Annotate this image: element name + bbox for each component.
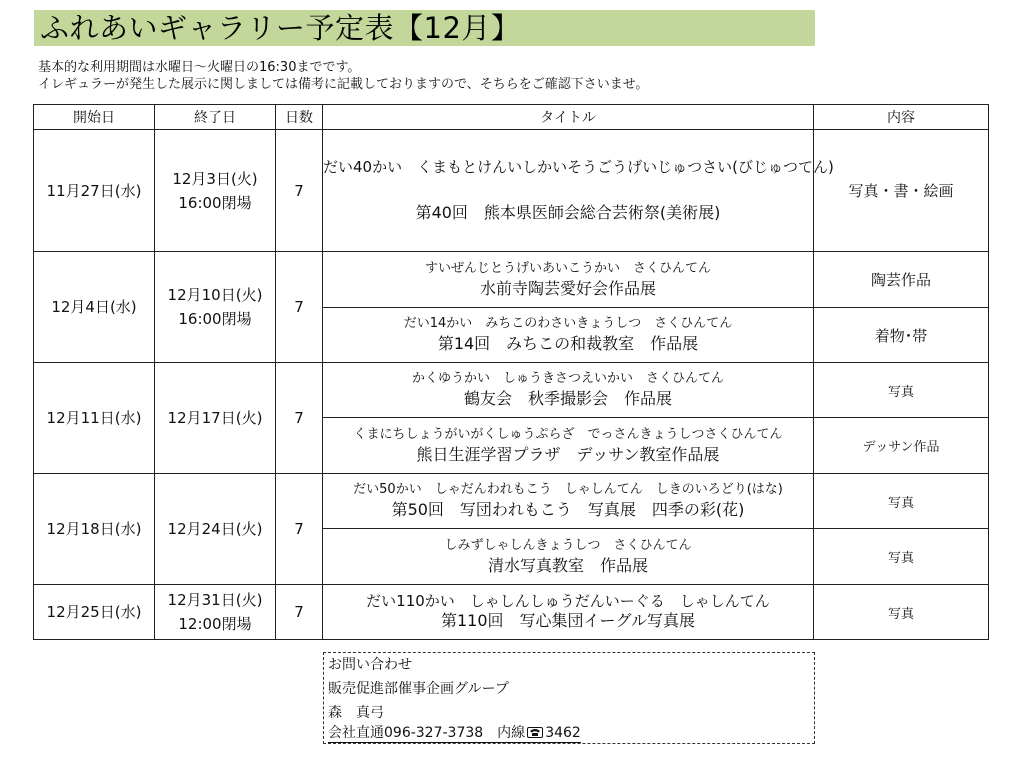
- end-date-cell: [155, 130, 276, 252]
- contact-extension: 3462: [545, 725, 581, 741]
- title-cell: [323, 308, 814, 363]
- title-cell: [323, 474, 814, 529]
- note-usage-period: 基本的な利用期間は水曜日～火曜日の16:30までです。: [38, 60, 361, 75]
- title-cell: [323, 529, 814, 585]
- contact-phone: 会社直通096-327-3738 内線: [328, 725, 526, 741]
- col-header-title: タイトル: [323, 105, 814, 130]
- schedule-table: [33, 104, 989, 640]
- table-row: [34, 585, 989, 640]
- content: 写真: [814, 529, 989, 585]
- start-date: 12月11日(水): [34, 363, 155, 474]
- end-note: 16:00閉場: [178, 310, 252, 328]
- start-date: 12月18日(水): [34, 474, 155, 585]
- col-header-content: 内容: [814, 105, 989, 130]
- title-kanji: 第50回 写団われもこう 写真展 四季の彩(花): [391, 500, 745, 519]
- end-date: 12月10日(火): [167, 286, 263, 304]
- table-header-row: [34, 105, 989, 130]
- end-date-cell: [155, 252, 276, 363]
- title-kanji: 鶴友会 秋季撮影会 作品展: [463, 389, 672, 408]
- title-kana: だい14かい みちこのわさいきょうしつ さくひんてん: [403, 316, 733, 331]
- contact-name: 森 真弓: [328, 705, 384, 721]
- days: 7: [276, 363, 323, 474]
- title-cell: [323, 418, 814, 474]
- title-bar: [34, 10, 815, 46]
- days: 7: [276, 252, 323, 363]
- contact-box: [323, 652, 815, 744]
- content: 陶芸作品: [814, 252, 989, 308]
- title-kana: だい110かい しゃしんしゅうだんいーぐる しゃしんてん: [366, 592, 770, 610]
- title-cell: [323, 363, 814, 418]
- table-row: [34, 363, 989, 418]
- content: 写真・書・絵画: [814, 130, 989, 252]
- end-note: 16:00閉場: [178, 193, 252, 212]
- end-date: 12月3日(火): [172, 169, 258, 188]
- table-row: [34, 130, 989, 252]
- end-date: 12月17日(火): [155, 363, 276, 474]
- start-date: 12月4日(水): [34, 252, 155, 363]
- col-header-start: 開始日: [34, 105, 155, 130]
- table-row: [34, 474, 989, 529]
- phone-icon: [527, 727, 543, 738]
- content: デッサン作品: [814, 418, 989, 474]
- col-header-end: 終了日: [155, 105, 276, 130]
- content: 写真: [814, 585, 989, 640]
- contact-phone-row: [328, 724, 581, 743]
- title-kanji: 第14回 みちこの和裁教室 作品展: [437, 334, 699, 353]
- start-date: 11月27日(水): [34, 130, 155, 252]
- title-cell: [323, 252, 814, 308]
- days: 7: [276, 130, 323, 252]
- title-kana: だい50かい しゃだんわれもこう しゃしんてん しきのいろどり(はな): [353, 482, 783, 497]
- title-kana: だい40かい くまもとけんいしかいそうごうげいじゅつさい(びじゅつてん): [323, 157, 834, 176]
- title-kanji: 水前寺陶芸愛好会作品展: [479, 278, 656, 298]
- title-cell: [323, 130, 834, 252]
- title-kana: すいぜんじとうげいあいこうかい さくひんてん: [424, 260, 711, 276]
- content: 写真: [814, 363, 989, 418]
- title-kana: しみずしゃしんきょうしつ さくひんてん: [444, 537, 692, 553]
- title-kanji: 第110回 写心集団イーグル写真展: [440, 611, 696, 630]
- end-date-cell: [155, 585, 276, 640]
- title-kanji: 清水写真教室 作品展: [487, 555, 648, 575]
- page-title: ふれあいギャラリー予定表【12月】: [40, 11, 521, 45]
- days: 7: [276, 474, 323, 585]
- contact-department: 販売促進部催事企画グループ: [328, 681, 509, 697]
- note-irregular: イレギュラーが発生した展示に関しましては備考に記載しておりますので、そちらをご確認下さいませ。: [38, 77, 649, 92]
- end-date: 12月24日(火): [155, 474, 276, 585]
- title-kanji: 第40回 熊本県医師会総合芸術祭(美術展): [415, 202, 721, 222]
- end-note: 12:00閉場: [178, 615, 252, 633]
- days: 7: [276, 585, 323, 640]
- content: 着物･帯: [814, 308, 989, 363]
- col-header-days: 日数: [276, 105, 323, 130]
- content: 写真: [814, 474, 989, 529]
- start-date: 12月25日(水): [34, 585, 155, 640]
- end-date: 12月31日(火): [167, 591, 263, 609]
- title-kana: かくゆうかい しゅうきさつえいかい さくひんてん: [411, 371, 724, 386]
- contact-heading: お問い合わせ: [328, 657, 412, 673]
- title-cell: [323, 585, 814, 640]
- title-kana: くまにちしょうがいがくしゅうぷらざ でっさんきょうしつさくひんてん: [353, 426, 783, 442]
- table-row: [34, 252, 989, 308]
- title-kanji: 熊日生涯学習プラザ デッサン教室作品展: [416, 444, 720, 464]
